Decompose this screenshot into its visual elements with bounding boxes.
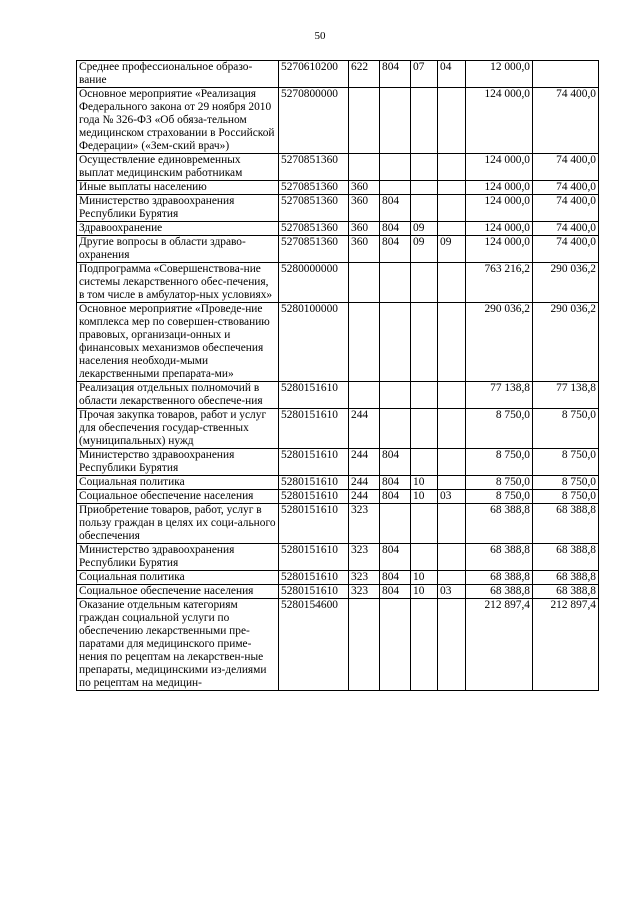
row-sum-2-cell: 74 400,0 (533, 222, 599, 236)
row-grbs-cell: 804 (380, 195, 411, 222)
row-grbs-cell: 804 (380, 585, 411, 599)
table-row (77, 236, 599, 263)
row-name-cell: Социальная политика (77, 476, 279, 490)
row-code-cell: 5270851360 (279, 154, 349, 181)
row-grbs-cell: 804 (380, 222, 411, 236)
row-pr-cell (438, 504, 466, 544)
row-rz-cell (411, 382, 438, 409)
row-sum-2-cell: 290 036,2 (533, 263, 599, 303)
row-code-cell: 5280151610 (279, 382, 349, 409)
row-sum-1-cell: 290 036,2 (466, 303, 533, 382)
row-pr-cell (438, 222, 466, 236)
row-name-cell: Социальная политика (77, 571, 279, 585)
row-pr-cell (438, 476, 466, 490)
table-row (77, 382, 599, 409)
row-sum-2-cell: 8 750,0 (533, 409, 599, 449)
row-vr-cell: 244 (349, 409, 380, 449)
row-sum-2-cell: 74 400,0 (533, 236, 599, 263)
row-code-cell: 5270610200 (279, 61, 349, 88)
row-vr-cell (349, 154, 380, 181)
row-rz-cell (411, 409, 438, 449)
row-code-cell: 5270851360 (279, 236, 349, 263)
table-row (77, 490, 599, 504)
row-vr-cell (349, 263, 380, 303)
row-grbs-cell (380, 154, 411, 181)
row-sum-2-cell: 290 036,2 (533, 303, 599, 382)
table-row (77, 571, 599, 585)
row-sum-1-cell: 8 750,0 (466, 490, 533, 504)
row-grbs-cell (380, 504, 411, 544)
row-grbs-cell (380, 263, 411, 303)
row-sum-1-cell: 124 000,0 (466, 88, 533, 154)
row-rz-cell: 10 (411, 490, 438, 504)
row-sum-2-cell: 68 388,8 (533, 504, 599, 544)
table-row (77, 544, 599, 571)
row-grbs-cell: 804 (380, 544, 411, 571)
page-number: 50 (314, 30, 326, 42)
row-sum-1-cell: 8 750,0 (466, 409, 533, 449)
row-vr-cell: 323 (349, 571, 380, 585)
row-rz-cell: 10 (411, 571, 438, 585)
row-sum-1-cell: 68 388,8 (466, 504, 533, 544)
row-name-cell: Здравоохранение (77, 222, 279, 236)
row-sum-1-cell: 68 388,8 (466, 585, 533, 599)
row-name-cell: Среднее профессиональное образо-вание (77, 61, 279, 88)
row-code-cell: 5280151610 (279, 449, 349, 476)
row-code-cell: 5280151610 (279, 490, 349, 504)
row-pr-cell (438, 88, 466, 154)
row-rz-cell: 10 (411, 476, 438, 490)
row-vr-cell: 323 (349, 544, 380, 571)
row-pr-cell: 04 (438, 61, 466, 88)
budget-table (76, 60, 599, 691)
row-sum-1-cell: 124 000,0 (466, 236, 533, 263)
row-pr-cell (438, 544, 466, 571)
row-sum-1-cell: 124 000,0 (466, 195, 533, 222)
row-code-cell: 5280151610 (279, 585, 349, 599)
row-pr-cell (438, 181, 466, 195)
row-name-cell: Подпрограмма «Совершенствова-ние системы лекарственного обес-печения, в том числе в амбулатор-ных условиях» (77, 263, 279, 303)
row-rz-cell (411, 303, 438, 382)
table-row (77, 222, 599, 236)
row-rz-cell: 09 (411, 222, 438, 236)
row-vr-cell: 360 (349, 222, 380, 236)
row-pr-cell (438, 303, 466, 382)
row-name-cell: Другие вопросы в области здраво-охранения (77, 236, 279, 263)
row-name-cell: Министерство здравоохранения Республики Бурятия (77, 544, 279, 571)
row-vr-cell: 622 (349, 61, 380, 88)
row-code-cell: 5280100000 (279, 303, 349, 382)
row-sum-1-cell: 68 388,8 (466, 544, 533, 571)
row-sum-1-cell: 124 000,0 (466, 154, 533, 181)
row-vr-cell (349, 599, 380, 691)
row-name-cell: Министерство здравоохранения Республики Бурятия (77, 195, 279, 222)
row-code-cell: 5280151610 (279, 476, 349, 490)
row-pr-cell: 03 (438, 490, 466, 504)
table-row (77, 476, 599, 490)
row-name-cell: Основное мероприятие «Реализация Федерального закона от 29 ноября 2010 года № 326-ФЗ «Об обяза-тельном медицинском страховании в Российской Федерации» («Зем-ский врач») (77, 88, 279, 154)
row-grbs-cell (380, 303, 411, 382)
row-name-cell: Прочая закупка товаров, работ и услуг для обеспечения государ-ственных (муниципальных) нужд (77, 409, 279, 449)
row-rz-cell (411, 181, 438, 195)
row-rz-cell (411, 88, 438, 154)
row-pr-cell (438, 195, 466, 222)
row-sum-1-cell: 8 750,0 (466, 449, 533, 476)
row-sum-1-cell: 12 000,0 (466, 61, 533, 88)
row-sum-2-cell: 74 400,0 (533, 195, 599, 222)
row-sum-2-cell: 8 750,0 (533, 490, 599, 504)
row-code-cell: 5280151610 (279, 409, 349, 449)
row-vr-cell: 360 (349, 195, 380, 222)
row-code-cell: 5280000000 (279, 263, 349, 303)
row-rz-cell (411, 449, 438, 476)
row-code-cell: 5270851360 (279, 181, 349, 195)
row-sum-1-cell: 77 138,8 (466, 382, 533, 409)
budget-table-body (77, 61, 599, 691)
row-grbs-cell (380, 599, 411, 691)
row-name-cell: Иные выплаты населению (77, 181, 279, 195)
table-row (77, 195, 599, 222)
row-sum-1-cell: 124 000,0 (466, 181, 533, 195)
row-sum-1-cell: 68 388,8 (466, 571, 533, 585)
row-vr-cell (349, 88, 380, 154)
row-name-cell: Министерство здравоохранения Республики Бурятия (77, 449, 279, 476)
row-vr-cell: 323 (349, 585, 380, 599)
row-pr-cell: 09 (438, 236, 466, 263)
row-code-cell: 5280154600 (279, 599, 349, 691)
table-row (77, 263, 599, 303)
row-pr-cell (438, 409, 466, 449)
row-code-cell: 5270851360 (279, 222, 349, 236)
table-row (77, 504, 599, 544)
table-row (77, 599, 599, 691)
table-row (77, 585, 599, 599)
row-code-cell: 5280151610 (279, 544, 349, 571)
row-vr-cell: 323 (349, 504, 380, 544)
row-grbs-cell: 804 (380, 236, 411, 263)
row-sum-2-cell: 212 897,4 (533, 599, 599, 691)
row-name-cell: Социальное обеспечение населения (77, 490, 279, 504)
table-row (77, 154, 599, 181)
row-pr-cell (438, 154, 466, 181)
row-sum-2-cell (533, 61, 599, 88)
row-vr-cell (349, 382, 380, 409)
row-grbs-cell: 804 (380, 449, 411, 476)
row-grbs-cell: 804 (380, 61, 411, 88)
row-sum-1-cell: 212 897,4 (466, 599, 533, 691)
row-rz-cell (411, 195, 438, 222)
row-pr-cell: 03 (438, 585, 466, 599)
row-sum-1-cell: 763 216,2 (466, 263, 533, 303)
row-name-cell: Социальное обеспечение населения (77, 585, 279, 599)
row-rz-cell: 07 (411, 61, 438, 88)
row-name-cell: Оказание отдельным категориям граждан социальной услуги по обеспечению лекарственными пре-паратами для медицинского приме-нения по рецептам на лекарствен-ные препараты, медицинскими из-делиями по рецептам на медицин- (77, 599, 279, 691)
row-code-cell: 5280151610 (279, 504, 349, 544)
row-pr-cell (438, 571, 466, 585)
row-rz-cell (411, 544, 438, 571)
table-row (77, 88, 599, 154)
row-sum-1-cell: 8 750,0 (466, 476, 533, 490)
row-sum-1-cell: 124 000,0 (466, 222, 533, 236)
row-rz-cell (411, 263, 438, 303)
table-row (77, 409, 599, 449)
row-grbs-cell: 804 (380, 476, 411, 490)
row-sum-2-cell: 74 400,0 (533, 154, 599, 181)
row-sum-2-cell: 68 388,8 (533, 571, 599, 585)
row-grbs-cell: 804 (380, 571, 411, 585)
row-rz-cell (411, 599, 438, 691)
row-grbs-cell (380, 181, 411, 195)
row-vr-cell: 244 (349, 476, 380, 490)
row-pr-cell (438, 449, 466, 476)
table-row (77, 303, 599, 382)
row-name-cell: Основное мероприятие «Проведе-ние комплекса мер по совершен-ствованию правовых, организаци-онных и финансовых механизмов обеспечения населения необходи-мыми лекарственными препарата-ми» (77, 303, 279, 382)
row-rz-cell (411, 504, 438, 544)
row-grbs-cell (380, 382, 411, 409)
row-sum-2-cell: 74 400,0 (533, 181, 599, 195)
row-vr-cell (349, 303, 380, 382)
row-vr-cell: 244 (349, 490, 380, 504)
row-pr-cell (438, 382, 466, 409)
row-sum-2-cell: 77 138,8 (533, 382, 599, 409)
row-vr-cell: 360 (349, 181, 380, 195)
row-pr-cell (438, 599, 466, 691)
row-vr-cell: 360 (349, 236, 380, 263)
row-pr-cell (438, 263, 466, 303)
row-name-cell: Реализация отдельных полномочий в области лекарственного обеспече-ния (77, 382, 279, 409)
row-sum-2-cell: 68 388,8 (533, 544, 599, 571)
row-name-cell: Осуществление единовременных выплат медицинским работникам (77, 154, 279, 181)
row-rz-cell: 10 (411, 585, 438, 599)
row-code-cell: 5270851360 (279, 195, 349, 222)
row-vr-cell: 244 (349, 449, 380, 476)
row-code-cell: 5270800000 (279, 88, 349, 154)
row-sum-2-cell: 74 400,0 (533, 88, 599, 154)
row-name-cell: Приобретение товаров, работ, услуг в пользу граждан в целях их соци-ального обеспечения (77, 504, 279, 544)
row-rz-cell: 09 (411, 236, 438, 263)
table-row (77, 449, 599, 476)
row-sum-2-cell: 8 750,0 (533, 449, 599, 476)
table-row (77, 61, 599, 88)
row-grbs-cell (380, 88, 411, 154)
row-sum-2-cell: 8 750,0 (533, 476, 599, 490)
row-rz-cell (411, 154, 438, 181)
row-grbs-cell (380, 409, 411, 449)
row-grbs-cell: 804 (380, 490, 411, 504)
row-sum-2-cell: 68 388,8 (533, 585, 599, 599)
row-code-cell: 5280151610 (279, 571, 349, 585)
table-row (77, 181, 599, 195)
